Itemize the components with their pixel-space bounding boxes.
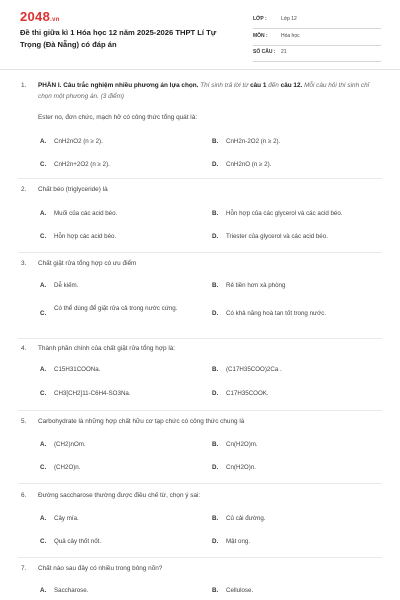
option-letter: C. [40, 390, 47, 397]
option-letter: C. [40, 310, 47, 317]
option-text: Cn(H2O)n. [226, 464, 256, 471]
option-letter: B. [212, 282, 219, 289]
option-a[interactable] [40, 209, 117, 219]
option-a[interactable] [40, 365, 100, 375]
option-letter: A. [40, 282, 47, 289]
option-text: Hỗn hợp các acid béo. [54, 233, 117, 240]
question-text: Ester no, đơn chức, mạch hở có công thức tổng quát là: [38, 114, 198, 121]
option-text: Cn(H2O)m. [226, 441, 258, 448]
page-header [0, 0, 400, 66]
option-b[interactable] [212, 137, 280, 147]
section-title: PHẦN I. Câu trắc nghiệm nhiều phương án lựa chọn. [38, 82, 199, 89]
instr-e: Mỗi câu hỏi thí sinh chỉ chọn một phương án. (3 điểm) [38, 82, 370, 100]
option-d[interactable] [212, 160, 271, 170]
option-a[interactable] [40, 137, 103, 147]
option-letter: B. [212, 515, 219, 522]
option-c[interactable] [40, 232, 116, 242]
option-letter: C. [40, 161, 47, 168]
option-letter: D. [212, 390, 219, 397]
option-text: Muối của các acid béo. [54, 210, 118, 217]
question-divider [18, 252, 382, 253]
logo-text: 2048 [20, 9, 51, 24]
option-text: Có khả năng hoà tan tốt trong nước. [226, 310, 327, 317]
option-letter: D. [212, 538, 219, 545]
option-b[interactable] [212, 586, 253, 596]
option-letter: B. [212, 587, 219, 594]
option-text: Hỗn hợp của các glycerol và các acid béo. [226, 210, 343, 217]
meta-row-class [253, 13, 381, 29]
option-letter: A. [40, 587, 47, 594]
option-text: C15H31COONa. [54, 366, 101, 373]
option-text: CnH2nO2 (n ≥ 2). [54, 138, 103, 145]
option-letter: D. [212, 233, 219, 240]
instr-c: đến [268, 82, 279, 89]
option-letter: A. [40, 366, 47, 373]
instr-b: câu 1 [250, 82, 267, 89]
option-text: (CH2O)n. [54, 464, 81, 471]
option-b[interactable] [212, 281, 285, 291]
question-divider [18, 178, 382, 179]
option-d[interactable] [212, 309, 326, 319]
option-text: CH3[CH2]11-C6H4-SO3Na. [54, 390, 131, 397]
meta-key: LỚP : [253, 16, 267, 22]
exam-meta [253, 13, 381, 63]
option-b[interactable] [212, 440, 258, 450]
instr-d: câu 12. [280, 82, 303, 89]
option-text: CnH2n-2O2 (n ≥ 2). [226, 138, 281, 145]
option-letter: C. [40, 233, 47, 240]
meta-key: MÔN : [253, 32, 268, 39]
option-text: Saccharose. [54, 587, 89, 594]
option-b[interactable] [212, 365, 282, 375]
option-d[interactable] [212, 463, 256, 473]
option-letter: D. [212, 161, 219, 168]
question-divider [18, 483, 382, 484]
option-letter: B. [212, 138, 219, 145]
option-c[interactable] [40, 537, 101, 547]
option-text: Có thể dùng để giặt rửa cả trong nước cứng. [54, 305, 178, 312]
option-text: (C17H35COO)2Ca . [226, 366, 282, 373]
option-a[interactable] [40, 440, 86, 450]
question-text: Thành phần chính của chất giặt rửa tổng hợp là: [38, 345, 176, 352]
option-text: Cellulose. [226, 587, 254, 594]
meta-value: Hóa học [281, 32, 300, 39]
option-a[interactable] [40, 281, 78, 291]
option-text: CnH2nO (n ≥ 2). [226, 161, 272, 168]
question-number: 7. [21, 565, 27, 572]
option-c[interactable] [40, 463, 80, 473]
option-c[interactable] [40, 304, 184, 319]
option-b[interactable] [212, 514, 266, 524]
option-letter: A. [40, 210, 47, 217]
meta-key: SỐ CÂU : [253, 49, 276, 55]
option-text: Triester của glycerol và các acid béo. [226, 233, 328, 240]
option-text: Quả cây thốt nốt. [54, 538, 102, 545]
question-number: 1. [21, 82, 27, 89]
option-text: Rẻ tiền hơn xà phòng [226, 282, 286, 289]
meta-row-count [253, 46, 381, 62]
meta-row-subject [253, 30, 381, 46]
question-text: Chất nào sau đây có nhiều trong bông nõn? [38, 565, 163, 572]
question-divider [18, 557, 382, 558]
option-d[interactable] [212, 232, 328, 242]
instr-a: Thí sinh trả lời từ [200, 82, 249, 89]
logo-suffix: .vn [50, 17, 60, 23]
option-text: Cây mía. [54, 515, 79, 522]
question-number: 2. [21, 186, 27, 193]
option-d[interactable] [212, 537, 250, 547]
meta-value: Lớp 12 [281, 16, 297, 22]
meta-value: 21 [281, 49, 287, 55]
option-letter: D. [212, 310, 219, 317]
option-c[interactable] [40, 160, 110, 170]
question-text: Chất giặt rửa tổng hợp có ưu điểm [38, 260, 137, 267]
option-letter: B. [212, 441, 219, 448]
question-text: Đường saccharose thường được điều chế từ, chọn ý sai: [38, 492, 201, 499]
option-text: C17H35COOK. [226, 390, 269, 397]
option-a[interactable] [40, 514, 79, 524]
option-letter: B. [212, 210, 219, 217]
option-letter: A. [40, 138, 47, 145]
option-letter: C. [40, 464, 47, 471]
option-text: Củ cải đường. [226, 515, 266, 522]
question-divider [18, 410, 382, 411]
option-letter: C. [40, 538, 47, 545]
option-d[interactable] [212, 389, 269, 399]
option-letter: D. [212, 464, 219, 471]
header-divider [0, 69, 400, 70]
document-title: Đề thi giữa kì 1 Hóa học 12 năm 2025-2026 THPT Lí Tự Trọng (Đà Nẵng) có đáp án [20, 28, 217, 49]
option-b[interactable] [212, 209, 343, 219]
option-c[interactable] [40, 389, 131, 399]
question-number: 4. [21, 345, 27, 352]
option-text: Dễ kiếm. [54, 282, 79, 289]
question-divider [18, 338, 382, 339]
question-text: Chất béo (triglyceride) là [38, 186, 108, 193]
option-text: (CH2)nOm. [54, 441, 86, 448]
question-number: 5. [21, 418, 27, 425]
option-text: CnH2n+2O2 (n ≥ 2). [54, 161, 110, 168]
option-letter: A. [40, 441, 47, 448]
section-instructions [38, 80, 383, 102]
site-logo[interactable] [20, 9, 60, 24]
option-a[interactable] [40, 586, 88, 596]
option-text: Mật ong. [226, 538, 251, 545]
question-text: Carbohydrate là những hợp chất hữu cơ tạp chức có công thức chung là [38, 418, 245, 425]
option-letter: B. [212, 366, 219, 373]
question-number: 6. [21, 492, 27, 499]
question-number: 3. [21, 260, 27, 267]
option-letter: A. [40, 515, 47, 522]
